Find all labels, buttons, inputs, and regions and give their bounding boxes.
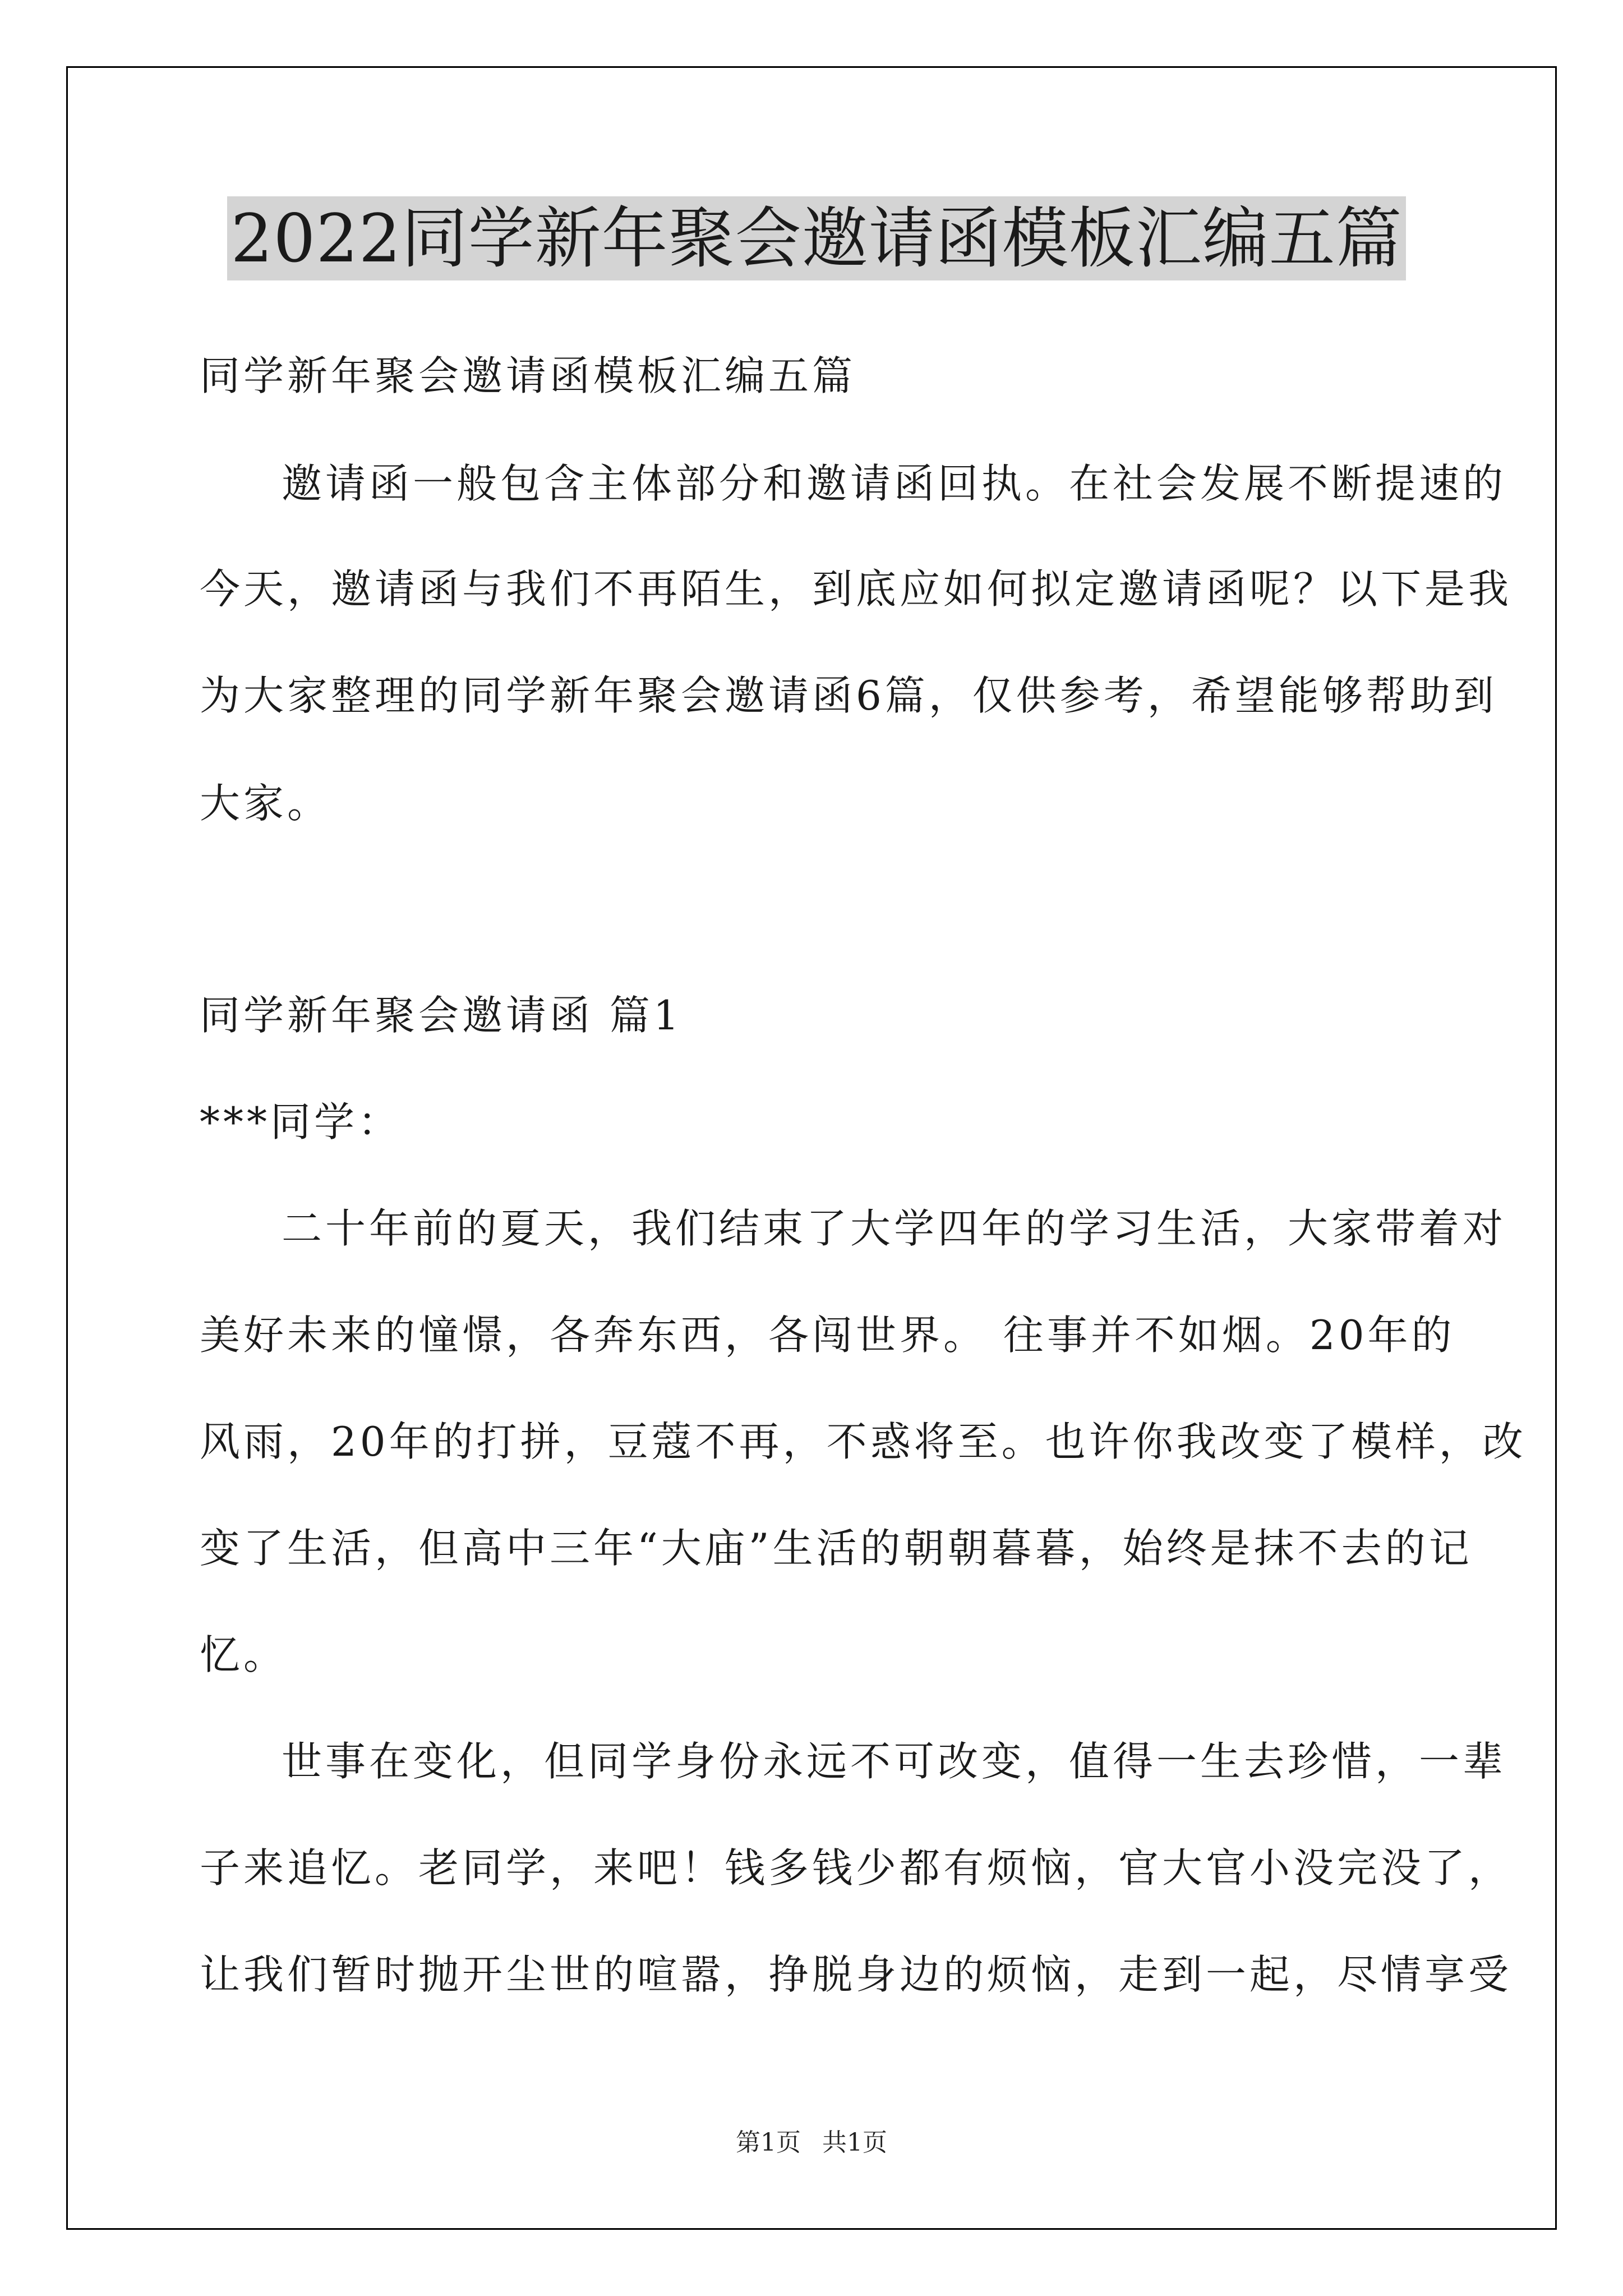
paragraph-line: 为大家整理的同学新年聚会邀请函6篇，仅供参考，希望能够帮助到 bbox=[200, 672, 1497, 719]
subtitle-line: 同学新年聚会邀请函模板汇编五篇 bbox=[200, 352, 856, 399]
salutation: ***同学： bbox=[200, 1098, 402, 1145]
paragraph-line: 大家。 bbox=[200, 780, 331, 827]
page-total: 共1页 bbox=[822, 2128, 887, 2157]
paragraph-line: 世事在变化，但同学身份永远不可改变，值得一生去珍惜，一辈 bbox=[282, 1738, 1507, 1785]
page-number: 第1页 bbox=[736, 2128, 801, 2157]
title-wrap bbox=[200, 196, 1433, 280]
paragraph-line: 今天，邀请函与我们不再陌生，到底应如何拟定邀请函呢？以下是我 bbox=[200, 565, 1513, 613]
paragraph-line: 邀请函一般包含主体部分和邀请函回执。在社会发展不断提速的 bbox=[282, 460, 1507, 507]
page-footer bbox=[0, 2126, 1623, 2160]
paragraph-line: 忆。 bbox=[200, 1631, 288, 1678]
paragraph-line: 美好未来的憧憬，各奔东西，各闯世界。 往事并不如烟。20年的 bbox=[200, 1312, 1455, 1359]
paragraph-line: 变了生活，但高中三年“大庙”生活的朝朝暮暮，始终是抹不去的记 bbox=[200, 1525, 1473, 1572]
paragraph-line: 二十年前的夏天，我们结束了大学四年的学习生活，大家带着对 bbox=[282, 1205, 1507, 1252]
paragraph-line: 让我们暂时抛开尘世的喧嚣，挣脱身边的烦恼，走到一起，尽情享受 bbox=[200, 1951, 1513, 1998]
document-title: 2022同学新年聚会邀请函模板汇编五篇 bbox=[227, 196, 1405, 280]
section-heading: 同学新年聚会邀请函 篇1 bbox=[200, 992, 683, 1039]
paragraph-line: 子来追忆。老同学，来吧！钱多钱少都有烦恼，官大官小没完没了， bbox=[200, 1844, 1513, 1892]
paragraph-line: 风雨，20年的打拼，豆蔻不再，不惑将至。也许你我改变了模样，改 bbox=[200, 1418, 1527, 1465]
